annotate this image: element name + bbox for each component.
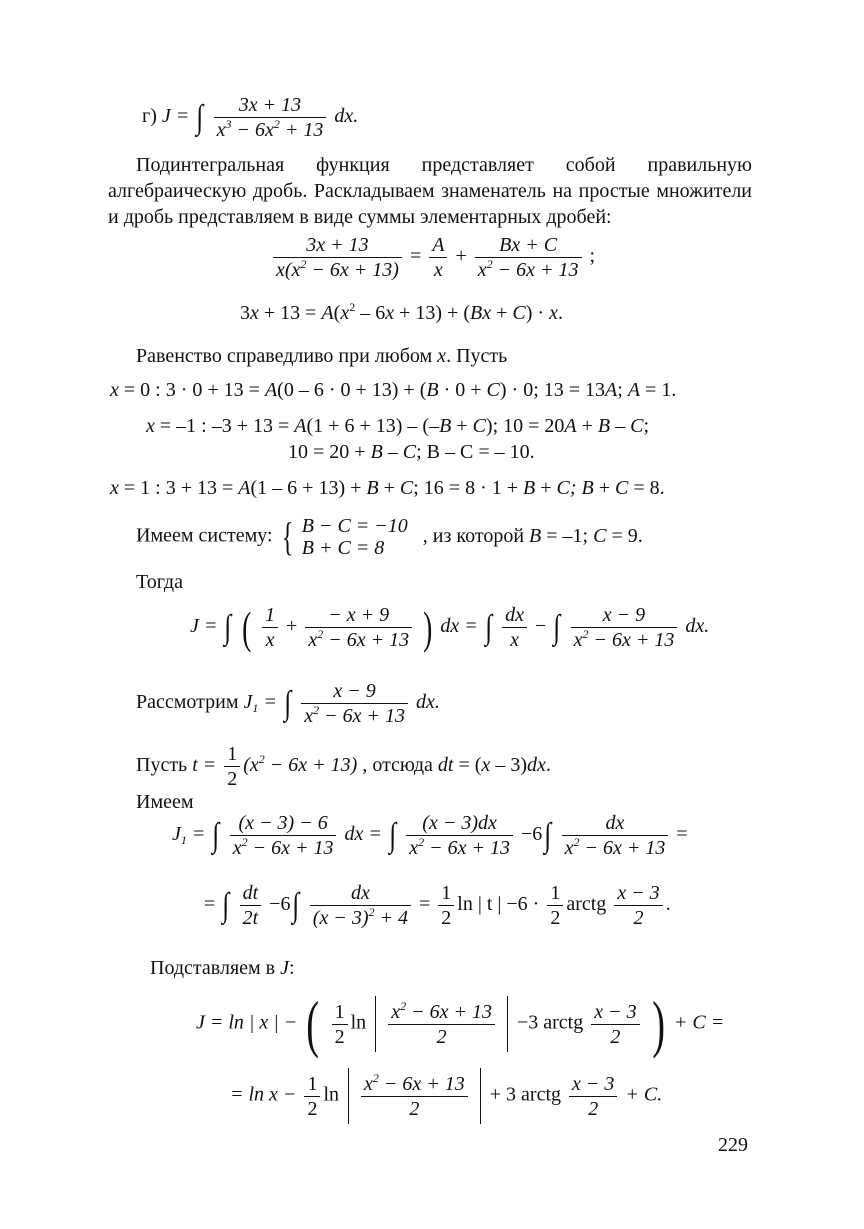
integral-sign: ∫ [212, 816, 220, 854]
j1l2-arctg: arctg [566, 893, 607, 916]
j1-a-den: $x^2 - 6x + 13$ [232, 835, 334, 859]
decomp-lhs-num: 3x + 13 [273, 234, 402, 258]
final2-c-den: 2 [588, 1097, 599, 1120]
equality-text: Равенство справедливо при любом x. Пусть [136, 345, 508, 367]
j1-b-fraction [406, 812, 513, 859]
system-eq2: B + C = 8 [301, 537, 385, 559]
j1-minus6: −6 [520, 823, 543, 846]
f1-den: x [265, 629, 275, 651]
have-label: Имеем [136, 791, 194, 813]
subst-half-den: 2 [227, 768, 238, 790]
plus-sign: + [455, 245, 467, 268]
right-paren: ) [423, 601, 433, 653]
j-split-tail: dx. [685, 615, 710, 638]
j1-c-fraction [562, 812, 669, 859]
j1l2-half-num: 1 [438, 882, 454, 906]
left-paren: ( [241, 601, 251, 653]
final2-c-fraction [569, 1073, 617, 1120]
j-split-f4 [571, 604, 678, 651]
case-xm1-line2: 10 = 20 + B – C; B – C = – 10. [288, 441, 535, 463]
final1-mid: −3 arctg [516, 1011, 584, 1034]
j-denominator: $x^3 - 6x^2 + 13$ [216, 117, 324, 141]
j1l2-c-fraction [614, 882, 662, 929]
integral-sign: ∫ [484, 608, 492, 646]
final1-half [332, 1001, 348, 1048]
page-number: 229 [718, 1134, 748, 1156]
j1-eq: = [676, 823, 688, 846]
decomp-a-fraction [429, 234, 447, 281]
f3-num: dx [502, 604, 527, 628]
j-split-formula [190, 601, 710, 653]
integral-sign: ∫ [196, 98, 204, 136]
decomp-b-fraction [475, 234, 582, 281]
final2-q-num: $x^2 - 6x + 13$ [361, 1073, 468, 1097]
j1l2-a-den: 2t [242, 907, 259, 929]
decomposition-formula [270, 234, 595, 281]
final1-lhs: J = ln | x | − [196, 1011, 298, 1034]
j1l2-half2-num: 1 [547, 882, 563, 906]
final1-q-fraction [388, 998, 495, 1048]
abs-bar-left [375, 996, 376, 1052]
consider-formula [136, 680, 440, 727]
final-line1 [196, 988, 725, 1059]
j1l2-b-fraction [310, 882, 411, 929]
j1l2-eq2: = [418, 893, 431, 916]
brace-icon: { [281, 514, 293, 559]
j1-line1 [172, 812, 688, 859]
system-eq1: B − C = −10 [301, 515, 408, 537]
subst-half [224, 743, 240, 790]
decomp-b-den: $x^2 - 6x + 13$ [477, 257, 579, 281]
plus-sign: + [286, 615, 298, 638]
final2-half [304, 1073, 320, 1120]
final1-c-den: 2 [610, 1025, 621, 1048]
final1-tail: + C = [673, 1011, 725, 1034]
final2-lhs: = ln x − [230, 1083, 297, 1106]
case-x1: x = 1 : 3 + 13 = A(1 – 6 + 13) + B + C; 16 = 8 · 1 + B + C; B + C = 8. [110, 477, 665, 499]
final2-q-fraction [361, 1070, 468, 1120]
f1-num: 1 [262, 604, 278, 628]
consider-num: x − 9 [301, 680, 408, 704]
j1l2-c-num: x − 3 [614, 882, 662, 906]
abs-bar-right [507, 996, 508, 1052]
j1-b-num: (x − 3)dx [406, 812, 513, 836]
j1l2-a-fraction [240, 882, 262, 929]
integral-sign: ∫ [292, 886, 300, 924]
j1-a-num: (x − 3) − 6 [230, 812, 337, 836]
consider-den: $x^2 - 6x + 13$ [304, 703, 405, 727]
j1l2-b-num: dx [310, 882, 411, 906]
equals-sign: = [409, 245, 422, 268]
j-split-f3 [502, 604, 527, 651]
decomp-a-num: A [429, 234, 447, 258]
f2-num: − x + 9 [305, 604, 412, 628]
final1-q-den: 2 [436, 1025, 447, 1048]
final1-half-den: 2 [334, 1025, 345, 1048]
j1l2-half [438, 882, 454, 929]
final-line2 [230, 1068, 662, 1124]
integral-sign: ∫ [553, 608, 561, 646]
j1-b-den: $x^2 - 6x + 13$ [409, 835, 510, 859]
system-label: Имеем систему: [136, 524, 273, 547]
j1-c-num: dx [562, 812, 669, 836]
j-integral-formula [142, 94, 358, 141]
final1-c-fraction [591, 1001, 639, 1048]
consider-tail: dx. [415, 691, 440, 714]
final2-ln: ln [323, 1083, 339, 1106]
j-numerator: 3x + 13 [214, 94, 327, 118]
final2-q-den: 2 [409, 1097, 420, 1120]
identity-line: $3x + 13 = A(x^2 - 6x + 13) + (Bx + C) \cdot x$. [240, 300, 563, 324]
substitute-label: Подставляем в J: [150, 957, 295, 979]
then-label: Тогда [136, 571, 183, 593]
j1l2-b-den: $(x - 3)^2 + 4$ [312, 905, 408, 929]
final2-tail: + C. [625, 1083, 663, 1106]
j-split-f1 [262, 604, 278, 651]
j1-a-tail: dx = [344, 823, 382, 846]
j1-c-den: $x^2 - 6x + 13$ [564, 835, 666, 859]
final1-c-num: x − 3 [591, 1001, 639, 1025]
case-x0: x = 0 : 3 · 0 + 13 = A(0 – 6 · 0 + 13) + (B · 0 + C) · 0; 13 = 13A; A = 1. [110, 379, 677, 401]
subst-expr: $(x^2 - 6x + 13)$ [243, 752, 358, 777]
decomp-lhs-fraction [273, 234, 402, 281]
j1l2-c-den: 2 [633, 907, 644, 929]
final1-ln: ln [350, 1011, 367, 1034]
final2-mid: + 3 arctg [489, 1083, 562, 1106]
final1-half-num: 1 [332, 1001, 348, 1025]
integral-sign: ∫ [224, 608, 232, 646]
j1-a-fraction [230, 812, 337, 859]
f4-den: $x^2 - 6x + 13$ [573, 627, 675, 651]
j1l2-minus6: −6 [269, 893, 291, 916]
integral-sign: ∫ [389, 816, 397, 854]
j-split-dx: dx = [440, 615, 478, 638]
system-equations [302, 515, 408, 559]
j-split-lhs: J = [190, 615, 218, 638]
system-line [136, 515, 643, 559]
subst-lhs: t = [192, 754, 217, 777]
abs-bar-left [348, 1068, 349, 1124]
minus-sign: − [535, 615, 547, 638]
j1l2-half2 [547, 882, 563, 929]
integral-sign: ∫ [222, 886, 230, 924]
j1l2-half2-den: 2 [550, 907, 561, 929]
final1-q-num: $x^2 - 6x + 13$ [388, 1001, 495, 1025]
decomp-a-den: x [433, 259, 443, 281]
j1l2-end: . [665, 893, 671, 916]
j1l2-ln-part: ln | t | −6 · [457, 893, 540, 916]
j1-line2 [204, 882, 671, 929]
consider-lhs: $J_1$ = [243, 691, 277, 716]
j1-lhs: $J_1$ = [172, 823, 206, 848]
decomp-b-num: Bx + C [475, 234, 582, 258]
j1l2-a-num: dt [240, 882, 262, 906]
j-split-f2 [305, 604, 412, 651]
j1l2-eq: = [204, 893, 216, 916]
j-fraction [214, 94, 327, 141]
subst-label: Пусть [136, 754, 188, 777]
left-paren: ( [306, 988, 320, 1059]
subst-formula [136, 743, 551, 790]
abs-bar-right [480, 1068, 481, 1124]
case-xm1-line1: x = –1 : –3 + 13 = A(1 + 6 + 13) – (–B + C); 10 = 20A + B – C; [146, 415, 650, 437]
f4-num: x − 9 [571, 604, 678, 628]
f3-den: x [510, 629, 519, 651]
integral-sign: ∫ [544, 816, 552, 854]
right-paren: ) [651, 988, 665, 1059]
final2-half-num: 1 [304, 1073, 320, 1097]
integral-sign: ∫ [284, 684, 292, 722]
final2-c-num: x − 3 [569, 1073, 617, 1097]
subst-half-num: 1 [224, 743, 240, 767]
subst-result: , отсюда dt = (x – 3)dx. [362, 754, 551, 777]
j1l2-half-den: 2 [441, 907, 452, 929]
decomp-end: ; [589, 245, 596, 268]
paragraph-1: Подинтегральная функция представляет собой правильную алгебраическую дробь. Раскладываем знаменатель на простые множители и дробь представляем в виде суммы элементарных дробей: [108, 154, 752, 228]
j-lhs: J = [161, 105, 190, 128]
consider-fraction [301, 680, 408, 727]
f2-den: $x^2 - 6x + 13$ [308, 627, 410, 651]
system-result: , из которой B = –1; C = 9. [422, 524, 643, 547]
final2-half-den: 2 [307, 1097, 318, 1120]
consider-label: Рассмотрим [136, 691, 239, 714]
decomp-lhs-den: $x(x^2 - 6x + 13)$ [276, 257, 399, 281]
j-tail: dx. [334, 105, 359, 128]
item-label: г) [142, 105, 157, 128]
